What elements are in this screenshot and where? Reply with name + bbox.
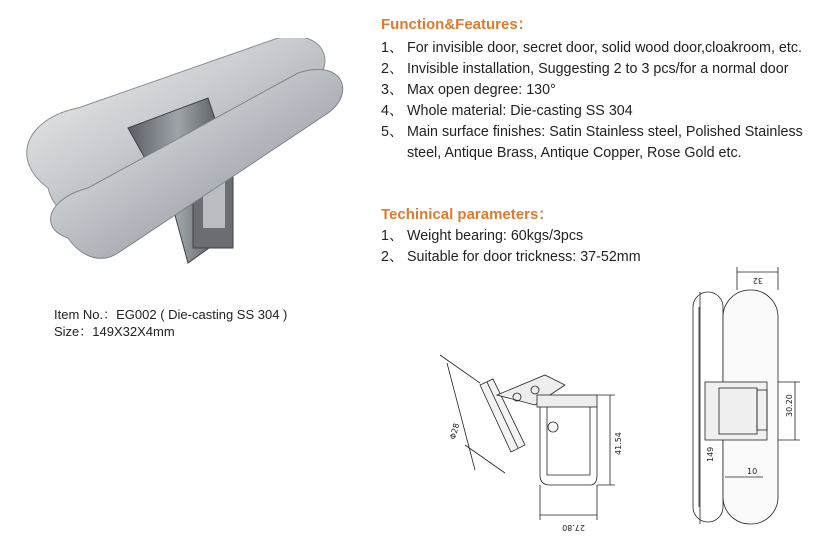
list-item bbox=[381, 122, 836, 164]
list-text: Whole material: Die-casting SS 304 bbox=[407, 103, 633, 119]
list-number: 5、 bbox=[381, 124, 404, 140]
list-text: For invisible door, secret door, solid wood door,cloakroom, etc. bbox=[407, 40, 802, 56]
technical-heading: Techinical parameters： bbox=[381, 206, 554, 223]
features-list bbox=[381, 38, 836, 164]
dim-length: 149 bbox=[706, 446, 715, 462]
features-heading: Function&Features： bbox=[381, 16, 533, 33]
list-number: 4、 bbox=[381, 103, 404, 119]
list-number: 1、 bbox=[381, 228, 404, 244]
dim-height: 41.54 bbox=[614, 432, 623, 455]
dim-small: 10 bbox=[747, 467, 758, 476]
dim-middle: 30.20 bbox=[785, 394, 794, 417]
list-item bbox=[381, 226, 801, 247]
item-size: Size：149X32X4mm bbox=[54, 324, 175, 339]
front-view-drawing bbox=[685, 262, 835, 542]
item-info bbox=[54, 306, 287, 340]
product-photo bbox=[8, 38, 356, 270]
list-number: 3、 bbox=[381, 82, 404, 98]
hinge-illustration bbox=[8, 38, 356, 270]
dim-top: 32 bbox=[752, 276, 763, 285]
list-number: 2、 bbox=[381, 249, 404, 265]
list-text-continued: steel, Antique Brass, Antique Copper, Rose Gold etc. bbox=[407, 145, 742, 161]
list-item bbox=[381, 38, 836, 59]
list-text: Weight bearing: 60kgs/3pcs bbox=[407, 228, 584, 244]
item-number: Item No.：EG002 ( Die-casting SS 304 ) bbox=[54, 307, 288, 322]
list-text: Max open degree: 130° bbox=[407, 82, 556, 98]
dim-width: 27.80 bbox=[562, 523, 585, 532]
list-item bbox=[381, 101, 836, 122]
list-item bbox=[381, 80, 836, 101]
list-text: Main surface finishes: Satin Stainless steel, Polished Stainless bbox=[407, 124, 803, 140]
list-text: Suitable for door trickness: 37-52mm bbox=[407, 249, 641, 265]
list-number: 1、 bbox=[381, 40, 404, 56]
side-view-svg bbox=[425, 335, 635, 540]
list-number: 2、 bbox=[381, 61, 404, 77]
side-view-drawing bbox=[425, 335, 635, 540]
list-text: Invisible installation, Suggesting 2 to 3 pcs/for a normal door bbox=[407, 61, 789, 77]
list-item bbox=[381, 59, 836, 80]
dim-phi: Φ28 bbox=[448, 422, 462, 441]
front-view-svg bbox=[685, 262, 835, 542]
